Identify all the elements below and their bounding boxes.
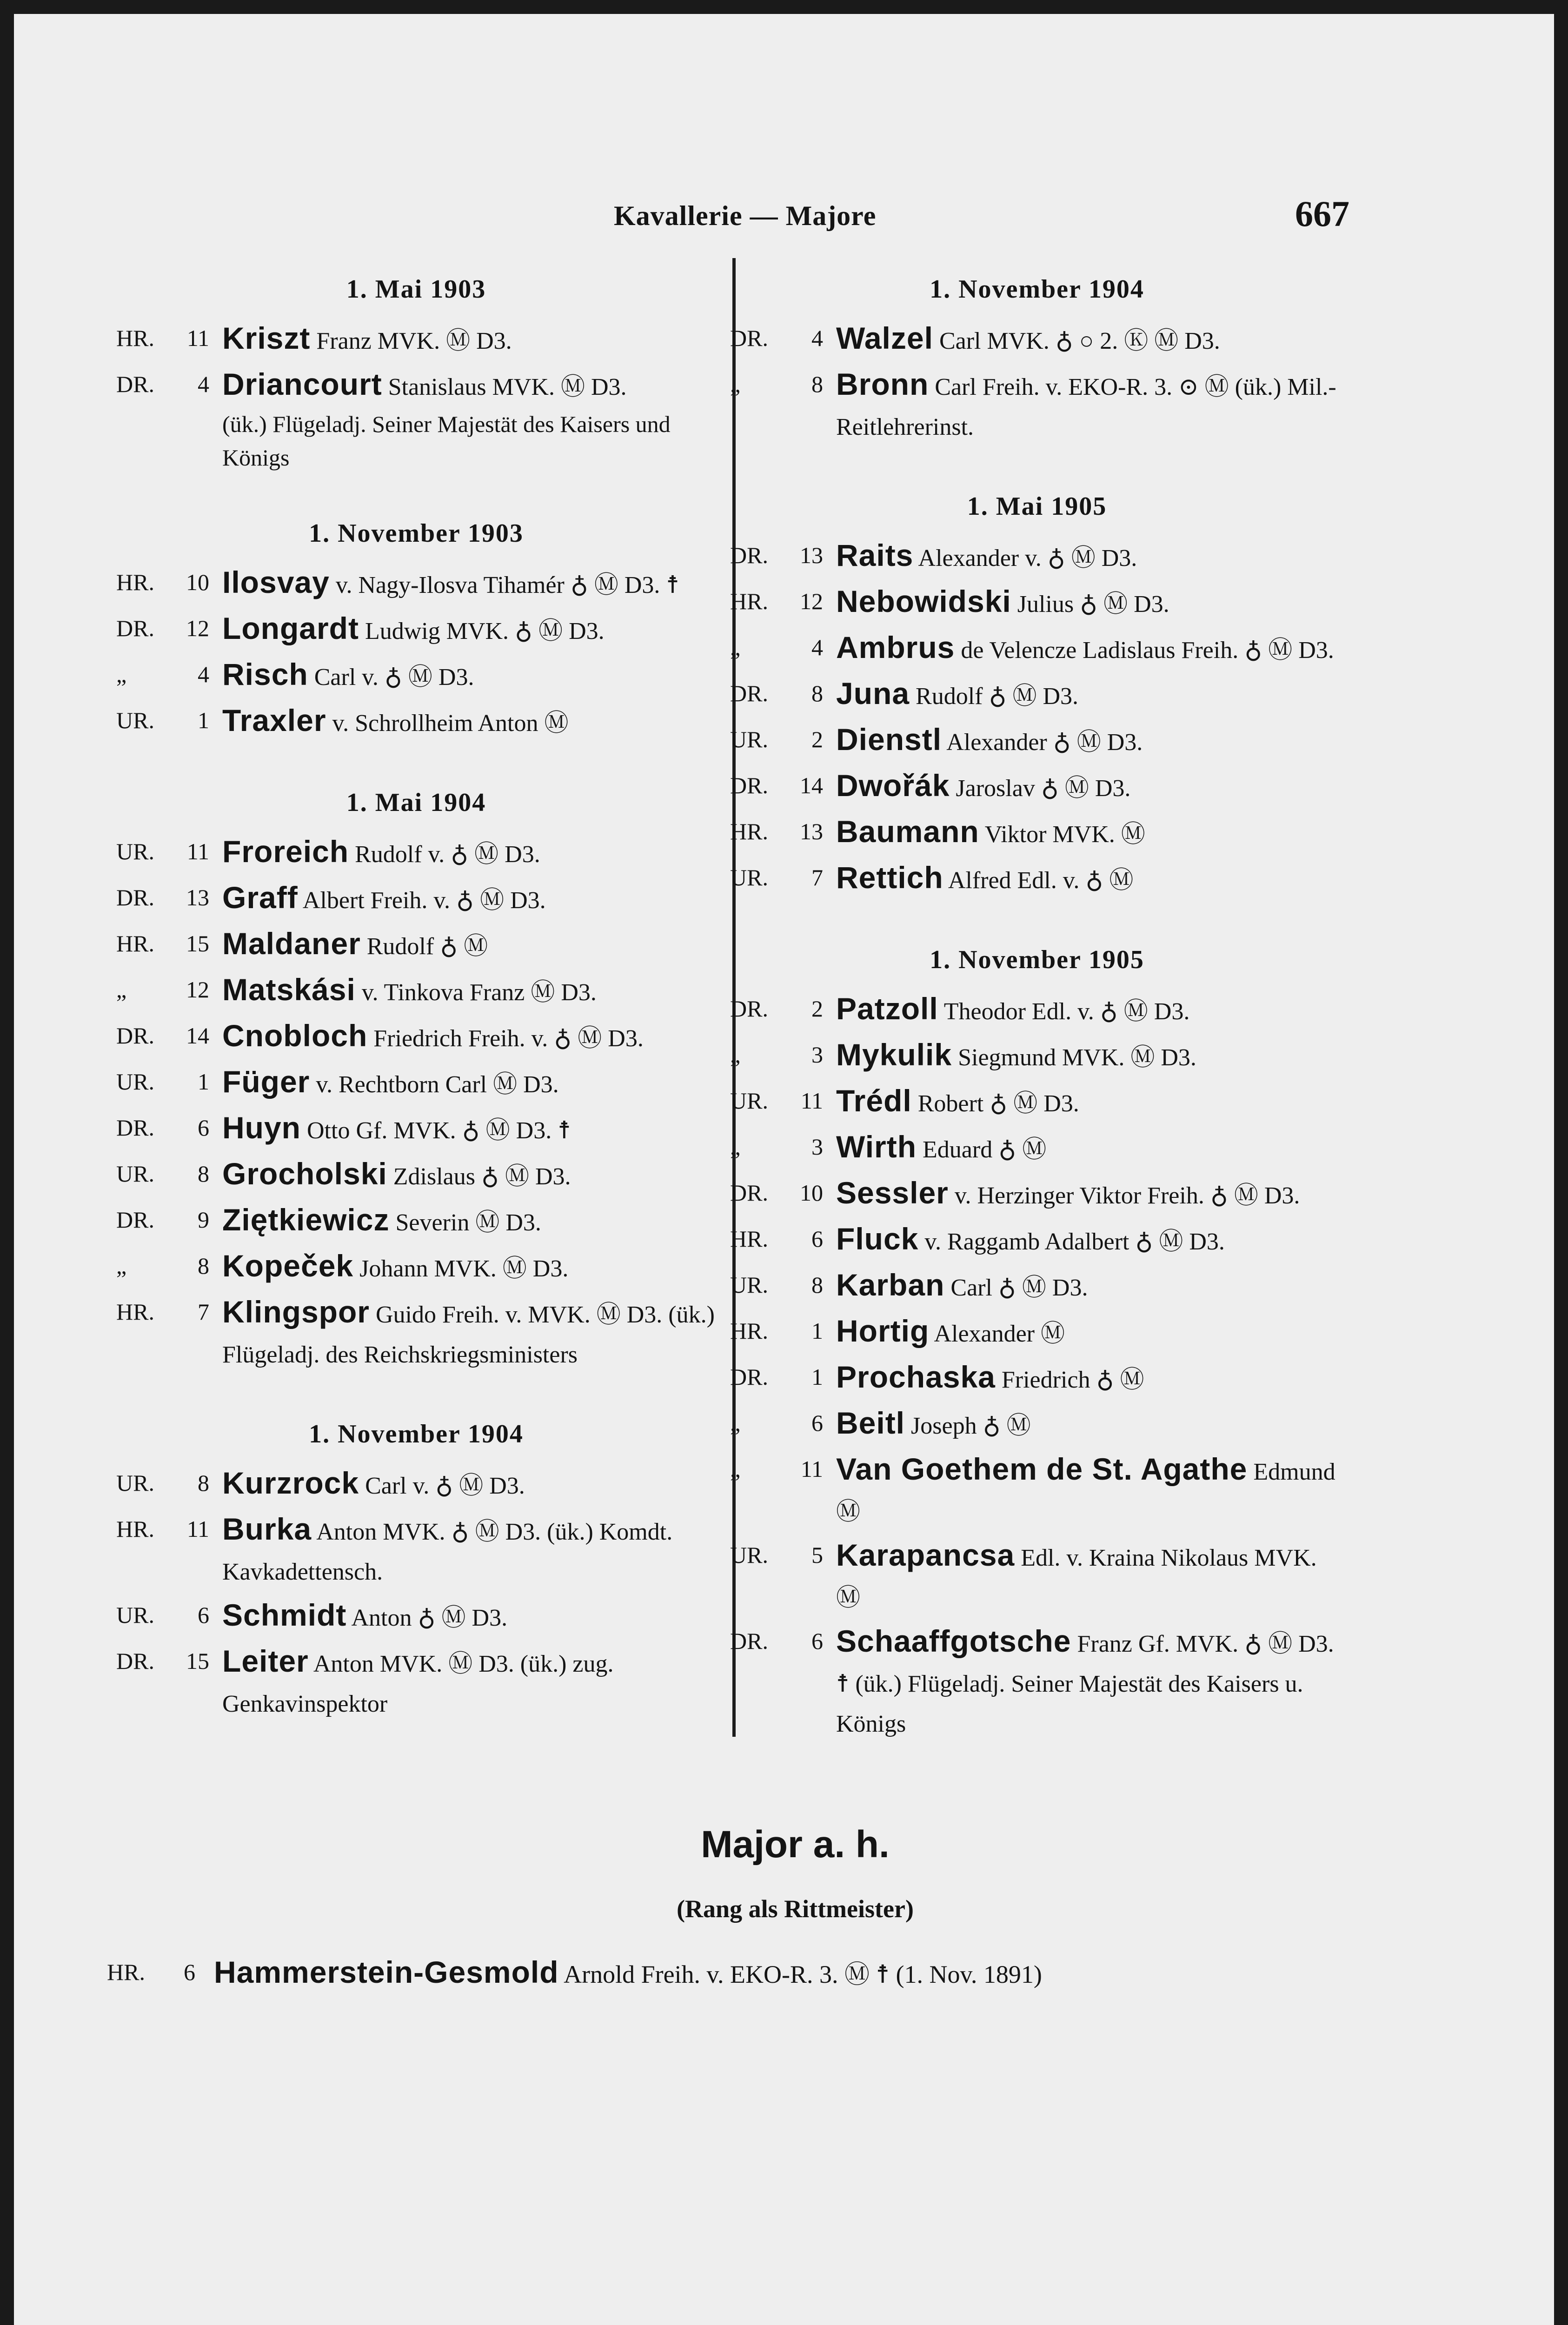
unit-code: „ — [730, 1410, 741, 1436]
officer-name: Grocholski — [222, 1156, 387, 1191]
promotion-group — [116, 788, 716, 1375]
unit-code: HR. — [730, 1226, 768, 1252]
unit-number: 8 — [198, 1161, 209, 1187]
officer-name: Kopeček — [222, 1249, 354, 1283]
roster-entry — [116, 1595, 716, 1638]
promotion-group — [116, 274, 716, 474]
unit-code: HR. — [730, 1318, 768, 1344]
roster-entry — [116, 970, 716, 1013]
promotion-date: 1. November 1903 — [309, 519, 524, 548]
promotion-date: 1. Mai 1904 — [346, 788, 486, 817]
unit-number: 14 — [186, 1023, 209, 1049]
unit-number: 6 — [811, 1410, 823, 1436]
officer-name: Longardt — [222, 611, 359, 645]
unit-code: DR. — [730, 1364, 768, 1390]
unit-number: 15 — [186, 1648, 209, 1674]
unit-number: 10 — [186, 569, 209, 595]
roster-entry — [116, 831, 716, 875]
unit-number: 8 — [811, 680, 823, 706]
roster-entry — [116, 608, 716, 651]
officer-name: Ilosvay — [222, 565, 330, 599]
officer-name: Risch — [222, 657, 308, 691]
officer-name: Dwořák — [836, 768, 950, 803]
section-subheading: (Rang als Rittmeister) — [677, 1895, 914, 1923]
roster-entry — [116, 1246, 716, 1289]
officer-details: Alfred Edl. v. ♁ Ⓜ — [948, 867, 1134, 894]
unit-number: 11 — [800, 1456, 823, 1482]
officer-details: Severin Ⓜ D3. — [395, 1209, 541, 1236]
unit-code: DR. — [730, 1628, 768, 1654]
officer-details: Friedrich Freih. v. ♁ Ⓜ D3. — [373, 1025, 644, 1052]
officer-details: v. Nagy-Ilosva Tihamér ♁ Ⓜ D3. ☨ — [335, 572, 679, 598]
promotion-group — [730, 492, 1344, 901]
unit-code: DR. — [116, 371, 154, 397]
roster-entry — [116, 1463, 716, 1506]
officer-details: Ludwig MVK. ♁ Ⓜ D3. — [365, 618, 605, 644]
officer-details: Franz Gf. MVK. ♁ Ⓜ D3. ☨ (ük.) Flügeladj. Seiner Majestät des Kaisers u. Königs — [836, 1631, 1334, 1737]
unit-number: 1 — [811, 1318, 823, 1344]
officer-name: Van Goethem de St. Agathe — [836, 1452, 1248, 1486]
officer-name: Maldaner — [222, 926, 361, 961]
unit-number: 5 — [811, 1542, 823, 1568]
officer-name: Juna — [836, 676, 910, 711]
unit-number: 8 — [811, 371, 823, 397]
officer-details: Alexander ♁ Ⓜ D3. — [946, 729, 1143, 756]
officer-name: Wirth — [836, 1129, 917, 1164]
unit-number: 6 — [811, 1628, 823, 1654]
major-ah-section — [107, 1823, 1362, 1995]
unit-code: „ — [730, 1456, 741, 1482]
officer-details: Edl. v. Kraina Nikolaus MVK. Ⓜ — [836, 1545, 1317, 1611]
officer-name: Raits — [836, 538, 914, 572]
unit-code: DR. — [116, 615, 154, 641]
roster-entry — [730, 1357, 1344, 1400]
unit-code: HR. — [730, 818, 768, 844]
officer-name: Sessler — [836, 1176, 949, 1210]
roster-entry — [116, 1016, 716, 1059]
roster-entry — [730, 627, 1344, 671]
unit-code: „ — [116, 1253, 127, 1279]
unit-number: 8 — [811, 1272, 823, 1298]
unit-code: UR. — [116, 707, 154, 733]
officer-details: Albert Freih. v. ♁ Ⓜ D3. — [302, 887, 546, 914]
unit-number: 11 — [800, 1088, 823, 1114]
officer-name: Fluck — [836, 1222, 919, 1256]
officer-name: Cnobloch — [222, 1018, 368, 1053]
officer-name: Matskási — [222, 972, 356, 1007]
officer-details: Zdislaus ♁ Ⓜ D3. — [393, 1163, 571, 1190]
unit-code: UR. — [116, 1161, 154, 1187]
unit-number: 7 — [198, 1299, 209, 1325]
roster-entry — [116, 1292, 716, 1375]
officer-name: Schmidt — [222, 1598, 347, 1632]
unit-code: UR. — [116, 1470, 154, 1496]
officer-name: Patzoll — [836, 991, 938, 1026]
roster-entry — [116, 654, 716, 698]
roster-entry — [116, 318, 716, 361]
unit-code: DR. — [730, 542, 768, 568]
roster-entry — [116, 1641, 716, 1724]
officer-details: Anton MVK. Ⓜ D3. (ük.) zug. Genkavinspektor — [222, 1651, 614, 1717]
officer-details: Arnold Freih. v. EKO-R. 3. Ⓜ ☨ (1. Nov. 1891) — [564, 1960, 1042, 1988]
promotion-date: 1. November 1904 — [930, 275, 1144, 304]
officer-name: Dienstl — [836, 722, 942, 757]
officer-details: Alexander Ⓜ — [934, 1321, 1065, 1347]
officer-name: Baumann — [836, 814, 979, 849]
unit-number: 4 — [198, 371, 209, 397]
page-number: 667 — [1295, 193, 1349, 234]
officer-details: Siegmund MVK. Ⓜ D3. — [958, 1044, 1196, 1071]
officer-name: Burka — [222, 1512, 312, 1546]
running-head: Kavallerie — Majore — [614, 200, 877, 231]
roster-entry — [107, 1951, 1362, 1995]
unit-code: „ — [730, 371, 741, 397]
unit-code: DR. — [116, 1023, 154, 1049]
unit-code: UR. — [116, 838, 154, 864]
roster-entry — [730, 1403, 1344, 1446]
officer-name: Huyn — [222, 1110, 301, 1145]
roster-entry — [730, 1081, 1344, 1124]
officer-details: Carl v. ♁ Ⓜ D3. — [365, 1473, 525, 1499]
roster-entry — [116, 1154, 716, 1197]
officer-details: Rudolf ♁ Ⓜ — [366, 933, 488, 960]
officer-details: Carl v. ♁ Ⓜ D3. — [314, 664, 474, 691]
right-column — [730, 274, 1344, 1788]
officer-name: Walzel — [836, 321, 933, 355]
unit-code: HR. — [107, 1959, 145, 1985]
officer-name: Nebowidski — [836, 584, 1011, 618]
roster-entry — [730, 989, 1344, 1032]
roster-entry — [730, 1173, 1344, 1216]
roster-entry — [730, 1621, 1344, 1744]
unit-code: UR. — [730, 726, 768, 752]
unit-number: 7 — [811, 864, 823, 890]
officer-name: Graff — [222, 880, 298, 915]
section-heading: Major a. h. — [701, 1823, 890, 1866]
officer-name: Mykulik — [836, 1037, 952, 1072]
unit-code: UR. — [116, 1602, 154, 1628]
officer-name: Froreich — [222, 834, 349, 869]
roster-entry — [730, 581, 1344, 624]
unit-code: UR. — [730, 1272, 768, 1298]
officer-name: Hammerstein-Gesmold — [214, 1955, 559, 1989]
officer-name: Bronn — [836, 367, 929, 401]
officer-details: Carl ♁ Ⓜ D3. — [950, 1275, 1088, 1301]
unit-code: DR. — [730, 680, 768, 706]
officer-details: Carl MVK. ♁ ○ 2. Ⓚ Ⓜ D3. — [939, 328, 1220, 354]
unit-code: UR. — [730, 1542, 768, 1568]
unit-code: UR. — [730, 864, 768, 890]
officer-name: Ziętkiewicz — [222, 1202, 390, 1237]
roster-entry — [730, 673, 1344, 717]
unit-code: „ — [730, 634, 741, 660]
roster-entry — [730, 318, 1344, 361]
officer-details: Franz MVK. Ⓜ D3. — [316, 328, 512, 354]
unit-code: UR. — [730, 1088, 768, 1114]
unit-number: 3 — [811, 1042, 823, 1068]
officer-details: Joseph ♁ Ⓜ — [911, 1413, 1031, 1439]
unit-code: DR. — [730, 772, 768, 798]
unit-number: 6 — [198, 1602, 209, 1628]
officer-details: v. Rechtborn Carl Ⓜ D3. — [316, 1071, 559, 1098]
officer-name: Traxler — [222, 703, 326, 737]
unit-number: 11 — [186, 325, 209, 351]
unit-code: DR. — [116, 1207, 154, 1233]
roster-entry — [116, 700, 716, 744]
unit-number: 12 — [186, 976, 209, 1003]
left-column — [116, 274, 716, 1768]
unit-code: UR. — [116, 1069, 154, 1095]
officer-name: Karapancsa — [836, 1538, 1015, 1572]
officer-name: Füger — [222, 1064, 310, 1099]
roster-entry — [116, 364, 716, 474]
roster-entry — [116, 877, 716, 921]
officer-details: Theodor Edl. v. ♁ Ⓜ D3. — [943, 998, 1190, 1025]
officer-details: v. Raggamb Adalbert ♁ Ⓜ D3. — [924, 1229, 1225, 1255]
officer-details: v. Tinkova Franz Ⓜ D3. — [361, 979, 597, 1006]
officer-name: Leiter — [222, 1644, 309, 1678]
unit-number: 6 — [811, 1226, 823, 1252]
unit-number: 15 — [186, 930, 209, 957]
promotion-date: 1. November 1904 — [309, 1420, 524, 1448]
officer-details: Robert ♁ Ⓜ D3. — [917, 1090, 1079, 1117]
unit-number: 3 — [811, 1134, 823, 1160]
officer-details: Rudolf v. ♁ Ⓜ D3. — [355, 841, 540, 868]
promotion-group — [116, 518, 716, 744]
officer-details: Anton ♁ Ⓜ D3. — [351, 1605, 508, 1631]
roster-entry — [730, 811, 1344, 855]
unit-number: 9 — [198, 1207, 209, 1233]
roster-entry — [730, 857, 1344, 901]
unit-number: 8 — [198, 1253, 209, 1279]
unit-number: 11 — [186, 838, 209, 864]
officer-details: Rudolf ♁ Ⓜ D3. — [916, 683, 1079, 710]
unit-code: HR. — [730, 588, 768, 614]
officer-note: (ük.) Flügeladj. Seiner Majestät des Kaisers und Königs — [222, 411, 671, 471]
officer-details: Guido Freih. v. MVK. Ⓜ D3. (ük.) Flügeladj. des Reichskriegsministers — [222, 1302, 715, 1368]
unit-number: 4 — [811, 325, 823, 351]
officer-details: Eduard ♁ Ⓜ — [923, 1136, 1047, 1163]
roster-entry — [730, 364, 1344, 447]
unit-code: DR. — [116, 1115, 154, 1141]
unit-number: 1 — [811, 1364, 823, 1390]
unit-code: „ — [730, 1042, 741, 1068]
officer-details: Johann MVK. Ⓜ D3. — [359, 1256, 569, 1282]
unit-code: DR. — [116, 1648, 154, 1674]
officer-details: v. Herzinger Viktor Freih. ♁ Ⓜ D3. — [954, 1182, 1300, 1209]
officer-details: Julius ♁ Ⓜ D3. — [1017, 591, 1169, 618]
promotion-date: 1. November 1905 — [930, 945, 1144, 974]
unit-number: 2 — [811, 996, 823, 1022]
unit-number: 12 — [800, 588, 823, 614]
officer-name: Trédl — [836, 1083, 912, 1118]
officer-details: Anton MVK. ♁ Ⓜ D3. (ük.) Komdt. Kavkadettensch. — [222, 1519, 673, 1585]
promotion-group — [116, 1419, 716, 1724]
promotion-date: 1. Mai 1905 — [967, 492, 1107, 521]
officer-details: Viktor MVK. Ⓜ — [984, 821, 1145, 848]
officer-details: Otto Gf. MVK. ♁ Ⓜ D3. ☨ — [307, 1117, 571, 1144]
unit-number: 11 — [186, 1516, 209, 1542]
officer-details: Friedrich ♁ Ⓜ — [1001, 1367, 1144, 1393]
officer-name: Hortig — [836, 1314, 930, 1348]
roster-entry — [116, 923, 716, 967]
unit-code: HR. — [116, 1299, 154, 1325]
unit-code: HR. — [116, 569, 154, 595]
unit-number: 14 — [800, 772, 823, 798]
officer-name: Ambrus — [836, 630, 955, 664]
unit-number: 1 — [198, 707, 209, 733]
officer-details: Stanislaus MVK. Ⓜ D3. — [388, 374, 627, 400]
roster-entry — [116, 1062, 716, 1105]
unit-number: 13 — [800, 818, 823, 844]
officer-name: Driancourt — [222, 367, 382, 401]
roster-entry — [730, 1449, 1344, 1532]
unit-code: DR. — [116, 884, 154, 910]
promotion-group — [730, 274, 1344, 447]
unit-number: 12 — [186, 615, 209, 641]
officer-name: Rettich — [836, 860, 943, 895]
roster-entry — [730, 1035, 1344, 1078]
roster-entry — [116, 562, 716, 605]
unit-code: „ — [116, 976, 127, 1003]
unit-number: 6 — [184, 1959, 195, 1985]
promotion-date: 1. Mai 1903 — [346, 275, 486, 304]
unit-number: 4 — [198, 661, 209, 687]
unit-code: HR. — [116, 1516, 154, 1542]
roster-entry — [730, 765, 1344, 809]
officer-name: Karban — [836, 1268, 945, 1302]
roster-entry — [730, 1311, 1344, 1354]
unit-number: 6 — [198, 1115, 209, 1141]
unit-number: 4 — [811, 634, 823, 660]
officer-name: Beitl — [836, 1406, 905, 1440]
roster-entry — [730, 1127, 1344, 1170]
roster-entry — [116, 1509, 716, 1592]
unit-number: 8 — [198, 1470, 209, 1496]
roster-entry — [730, 1265, 1344, 1308]
officer-details: de Velencze Ladislaus Freih. ♁ Ⓜ D3. — [961, 637, 1334, 664]
officer-details: Jaroslav ♁ Ⓜ D3. — [956, 775, 1131, 802]
roster-entry — [730, 1535, 1344, 1618]
roster-entry — [730, 535, 1344, 578]
unit-code: „ — [116, 661, 127, 687]
unit-number: 13 — [186, 884, 209, 910]
officer-name: Kurzrock — [222, 1466, 359, 1500]
unit-code: „ — [730, 1134, 741, 1160]
unit-number: 1 — [198, 1069, 209, 1095]
officer-name: Prochaska — [836, 1360, 996, 1394]
unit-number: 13 — [800, 542, 823, 568]
officer-name: Kriszt — [222, 321, 311, 355]
officer-name: Klingspor — [222, 1295, 370, 1329]
roster-entry — [116, 1200, 716, 1243]
roster-entry — [730, 719, 1344, 763]
unit-code: DR. — [730, 996, 768, 1022]
unit-code: HR. — [116, 930, 154, 957]
unit-number: 10 — [800, 1180, 823, 1206]
officer-details: Carl Freih. v. EKO-R. 3. ⊙ Ⓜ (ük.) Mil.-Reitlehrerinst. — [836, 374, 1336, 440]
officer-details: v. Schrollheim Anton Ⓜ — [332, 710, 569, 737]
unit-code: DR. — [730, 325, 768, 351]
officer-details: Edmund Ⓜ — [836, 1459, 1335, 1525]
promotion-group — [730, 945, 1344, 1744]
unit-number: 2 — [811, 726, 823, 752]
unit-code: DR. — [730, 1180, 768, 1206]
officer-name: Schaaffgotsche — [836, 1624, 1071, 1658]
unit-code: HR. — [116, 325, 154, 351]
roster-entry — [730, 1219, 1344, 1262]
officer-details: Alexander v. ♁ Ⓜ D3. — [918, 545, 1137, 571]
roster-entry — [116, 1108, 716, 1151]
